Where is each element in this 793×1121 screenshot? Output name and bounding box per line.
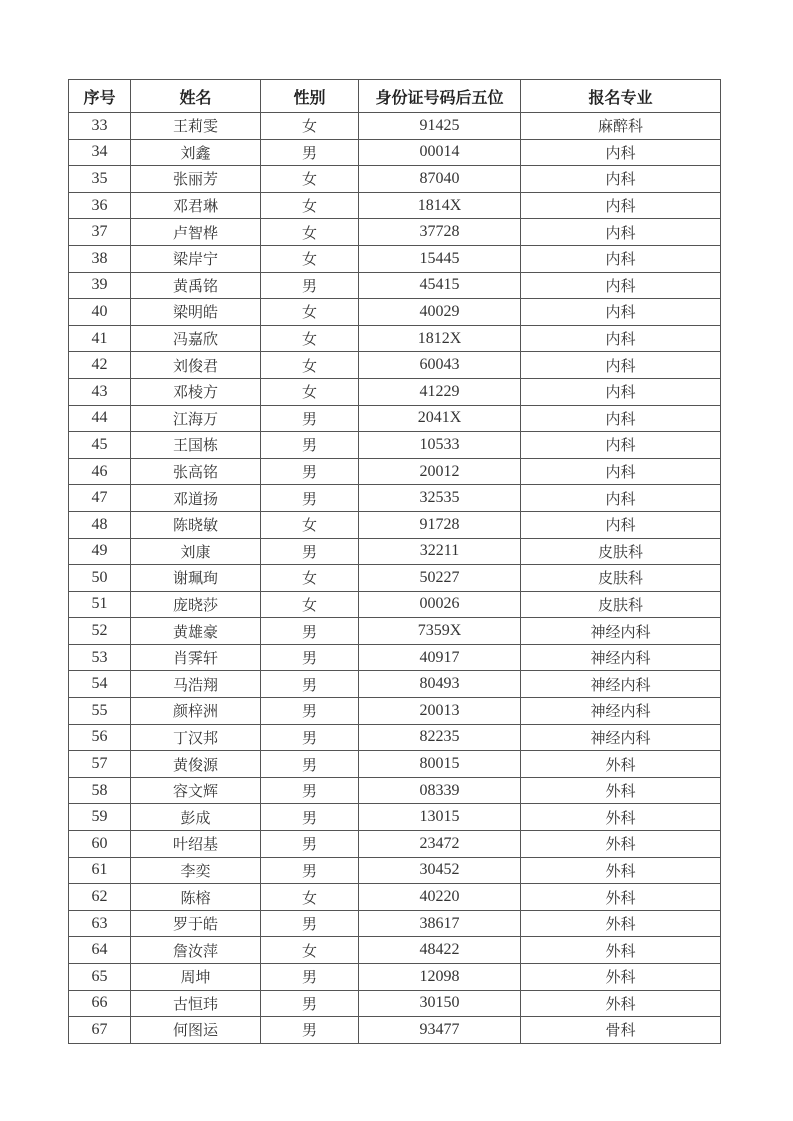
cell-index: 58	[69, 777, 131, 804]
cell-name: 梁明皓	[131, 299, 261, 326]
cell-specialty: 内科	[521, 299, 721, 326]
table-row	[69, 937, 721, 964]
table-row	[69, 565, 721, 592]
table-row	[69, 299, 721, 326]
cell-name: 叶绍基	[131, 831, 261, 858]
table-row	[69, 910, 721, 937]
table-row	[69, 139, 721, 166]
cell-specialty: 外科	[521, 884, 721, 911]
cell-specialty: 外科	[521, 937, 721, 964]
cell-specialty: 神经内科	[521, 618, 721, 645]
cell-gender: 女	[261, 219, 359, 246]
cell-name: 陈晓敏	[131, 511, 261, 538]
cell-name: 黄雄豪	[131, 618, 261, 645]
cell-index: 55	[69, 698, 131, 725]
cell-specialty: 外科	[521, 910, 721, 937]
cell-specialty: 内科	[521, 192, 721, 219]
cell-name: 刘俊君	[131, 352, 261, 379]
cell-id-suffix: 93477	[359, 1017, 521, 1044]
cell-specialty: 皮肤科	[521, 538, 721, 565]
table-row	[69, 485, 721, 512]
cell-id-suffix: 60043	[359, 352, 521, 379]
header-gender: 性别	[261, 80, 359, 113]
cell-name: 容文辉	[131, 777, 261, 804]
cell-index: 41	[69, 325, 131, 352]
cell-name: 黄俊源	[131, 751, 261, 778]
cell-specialty: 神经内科	[521, 724, 721, 751]
table-row	[69, 671, 721, 698]
table-row	[69, 219, 721, 246]
cell-name: 梁岸宁	[131, 245, 261, 272]
cell-id-suffix: 20012	[359, 458, 521, 485]
cell-index: 33	[69, 113, 131, 140]
cell-specialty: 麻醉科	[521, 113, 721, 140]
cell-name: 罗于皓	[131, 910, 261, 937]
cell-index: 35	[69, 166, 131, 193]
cell-index: 54	[69, 671, 131, 698]
cell-name: 古恒玮	[131, 990, 261, 1017]
cell-gender: 女	[261, 378, 359, 405]
header-index: 序号	[69, 80, 131, 113]
table-row	[69, 644, 721, 671]
table-row	[69, 272, 721, 299]
table-row	[69, 964, 721, 991]
cell-gender: 男	[261, 671, 359, 698]
table-row	[69, 538, 721, 565]
cell-id-suffix: 91728	[359, 511, 521, 538]
cell-name: 王莉雯	[131, 113, 261, 140]
cell-index: 61	[69, 857, 131, 884]
cell-id-suffix: 1812X	[359, 325, 521, 352]
table-row	[69, 618, 721, 645]
cell-id-suffix: 48422	[359, 937, 521, 964]
cell-index: 45	[69, 432, 131, 459]
cell-specialty: 内科	[521, 378, 721, 405]
cell-name: 詹汝萍	[131, 937, 261, 964]
cell-specialty: 外科	[521, 990, 721, 1017]
cell-index: 38	[69, 245, 131, 272]
cell-specialty: 外科	[521, 964, 721, 991]
cell-specialty: 皮肤科	[521, 591, 721, 618]
cell-name: 江海万	[131, 405, 261, 432]
cell-index: 44	[69, 405, 131, 432]
table-row	[69, 405, 721, 432]
cell-id-suffix: 30452	[359, 857, 521, 884]
cell-index: 34	[69, 139, 131, 166]
cell-id-suffix: 13015	[359, 804, 521, 831]
table-row	[69, 511, 721, 538]
cell-id-suffix: 82235	[359, 724, 521, 751]
cell-specialty: 内科	[521, 352, 721, 379]
table-row	[69, 113, 721, 140]
cell-id-suffix: 15445	[359, 245, 521, 272]
cell-index: 43	[69, 378, 131, 405]
cell-id-suffix: 80493	[359, 671, 521, 698]
cell-index: 49	[69, 538, 131, 565]
cell-gender: 女	[261, 245, 359, 272]
cell-specialty: 外科	[521, 751, 721, 778]
cell-name: 邓棱方	[131, 378, 261, 405]
table-header-row	[69, 80, 721, 113]
cell-index: 47	[69, 485, 131, 512]
table-row	[69, 458, 721, 485]
cell-name: 张高铭	[131, 458, 261, 485]
cell-name: 邓道扬	[131, 485, 261, 512]
cell-id-suffix: 87040	[359, 166, 521, 193]
cell-specialty: 内科	[521, 219, 721, 246]
table-row	[69, 724, 721, 751]
cell-gender: 女	[261, 113, 359, 140]
cell-name: 何图运	[131, 1017, 261, 1044]
table-row	[69, 378, 721, 405]
cell-id-suffix: 7359X	[359, 618, 521, 645]
cell-name: 庞晓莎	[131, 591, 261, 618]
cell-index: 56	[69, 724, 131, 751]
cell-gender: 女	[261, 192, 359, 219]
cell-name: 谢珮珣	[131, 565, 261, 592]
cell-gender: 男	[261, 990, 359, 1017]
cell-name: 张丽芳	[131, 166, 261, 193]
cell-id-suffix: 12098	[359, 964, 521, 991]
cell-index: 51	[69, 591, 131, 618]
cell-gender: 男	[261, 485, 359, 512]
cell-id-suffix: 40220	[359, 884, 521, 911]
table-row	[69, 698, 721, 725]
cell-specialty: 内科	[521, 485, 721, 512]
cell-id-suffix: 41229	[359, 378, 521, 405]
cell-specialty: 外科	[521, 831, 721, 858]
cell-id-suffix: 37728	[359, 219, 521, 246]
cell-specialty: 内科	[521, 405, 721, 432]
table-row	[69, 325, 721, 352]
cell-gender: 男	[261, 777, 359, 804]
table-body	[69, 113, 721, 1044]
cell-specialty: 内科	[521, 458, 721, 485]
cell-index: 37	[69, 219, 131, 246]
cell-gender: 男	[261, 910, 359, 937]
cell-index: 40	[69, 299, 131, 326]
cell-specialty: 内科	[521, 432, 721, 459]
cell-gender: 男	[261, 432, 359, 459]
cell-specialty: 内科	[521, 245, 721, 272]
cell-gender: 男	[261, 139, 359, 166]
cell-gender: 女	[261, 884, 359, 911]
table-row	[69, 884, 721, 911]
cell-gender: 男	[261, 804, 359, 831]
cell-specialty: 神经内科	[521, 698, 721, 725]
cell-gender: 女	[261, 325, 359, 352]
cell-specialty: 外科	[521, 777, 721, 804]
cell-gender: 女	[261, 591, 359, 618]
cell-index: 39	[69, 272, 131, 299]
cell-index: 60	[69, 831, 131, 858]
cell-id-suffix: 10533	[359, 432, 521, 459]
cell-specialty: 神经内科	[521, 671, 721, 698]
cell-name: 肖霁轩	[131, 644, 261, 671]
cell-id-suffix: 50227	[359, 565, 521, 592]
cell-id-suffix: 40917	[359, 644, 521, 671]
cell-id-suffix: 38617	[359, 910, 521, 937]
cell-name: 马浩翔	[131, 671, 261, 698]
table-row	[69, 245, 721, 272]
cell-gender: 男	[261, 724, 359, 751]
cell-specialty: 内科	[521, 139, 721, 166]
cell-id-suffix: 23472	[359, 831, 521, 858]
cell-gender: 男	[261, 831, 359, 858]
cell-name: 陈榕	[131, 884, 261, 911]
table-row	[69, 990, 721, 1017]
cell-index: 50	[69, 565, 131, 592]
header-specialty: 报名专业	[521, 80, 721, 113]
cell-name: 邓君琳	[131, 192, 261, 219]
cell-index: 65	[69, 964, 131, 991]
cell-index: 46	[69, 458, 131, 485]
applicant-table	[68, 79, 721, 1044]
cell-index: 52	[69, 618, 131, 645]
cell-name: 周坤	[131, 964, 261, 991]
header-id-suffix: 身份证号码后五位	[359, 80, 521, 113]
table-row	[69, 192, 721, 219]
cell-id-suffix: 91425	[359, 113, 521, 140]
cell-name: 卢智桦	[131, 219, 261, 246]
cell-gender: 女	[261, 352, 359, 379]
cell-id-suffix: 30150	[359, 990, 521, 1017]
cell-name: 刘鑫	[131, 139, 261, 166]
cell-gender: 男	[261, 698, 359, 725]
cell-specialty: 骨科	[521, 1017, 721, 1044]
cell-gender: 男	[261, 1017, 359, 1044]
cell-specialty: 皮肤科	[521, 565, 721, 592]
cell-id-suffix: 2041X	[359, 405, 521, 432]
cell-index: 53	[69, 644, 131, 671]
cell-gender: 女	[261, 565, 359, 592]
cell-id-suffix: 32211	[359, 538, 521, 565]
table-row	[69, 777, 721, 804]
cell-id-suffix: 00026	[359, 591, 521, 618]
cell-id-suffix: 1814X	[359, 192, 521, 219]
table-row	[69, 352, 721, 379]
cell-name: 刘康	[131, 538, 261, 565]
cell-id-suffix: 32535	[359, 485, 521, 512]
table-row	[69, 804, 721, 831]
cell-gender: 男	[261, 618, 359, 645]
table-row	[69, 831, 721, 858]
cell-index: 57	[69, 751, 131, 778]
cell-specialty: 外科	[521, 857, 721, 884]
cell-index: 63	[69, 910, 131, 937]
cell-index: 64	[69, 937, 131, 964]
cell-index: 66	[69, 990, 131, 1017]
cell-gender: 男	[261, 857, 359, 884]
cell-gender: 男	[261, 538, 359, 565]
cell-specialty: 内科	[521, 325, 721, 352]
table-row	[69, 591, 721, 618]
cell-index: 62	[69, 884, 131, 911]
table-row	[69, 432, 721, 459]
cell-id-suffix: 00014	[359, 139, 521, 166]
cell-id-suffix: 45415	[359, 272, 521, 299]
cell-gender: 女	[261, 166, 359, 193]
cell-name: 李奕	[131, 857, 261, 884]
cell-specialty: 内科	[521, 511, 721, 538]
cell-id-suffix: 08339	[359, 777, 521, 804]
cell-gender: 女	[261, 299, 359, 326]
cell-gender: 男	[261, 405, 359, 432]
cell-id-suffix: 40029	[359, 299, 521, 326]
table-row	[69, 1017, 721, 1044]
cell-name: 黄禹铭	[131, 272, 261, 299]
cell-name: 冯嘉欣	[131, 325, 261, 352]
cell-id-suffix: 20013	[359, 698, 521, 725]
cell-index: 59	[69, 804, 131, 831]
cell-gender: 男	[261, 458, 359, 485]
cell-specialty: 内科	[521, 166, 721, 193]
header-name: 姓名	[131, 80, 261, 113]
cell-gender: 女	[261, 937, 359, 964]
cell-name: 颜梓洲	[131, 698, 261, 725]
cell-gender: 男	[261, 272, 359, 299]
cell-index: 67	[69, 1017, 131, 1044]
table-row	[69, 166, 721, 193]
cell-specialty: 神经内科	[521, 644, 721, 671]
cell-gender: 男	[261, 751, 359, 778]
table-row	[69, 751, 721, 778]
cell-id-suffix: 80015	[359, 751, 521, 778]
cell-index: 42	[69, 352, 131, 379]
cell-specialty: 外科	[521, 804, 721, 831]
cell-index: 48	[69, 511, 131, 538]
cell-specialty: 内科	[521, 272, 721, 299]
cell-gender: 女	[261, 511, 359, 538]
cell-name: 彭成	[131, 804, 261, 831]
cell-gender: 男	[261, 644, 359, 671]
table-row	[69, 857, 721, 884]
cell-index: 36	[69, 192, 131, 219]
cell-gender: 男	[261, 964, 359, 991]
cell-name: 丁汉邦	[131, 724, 261, 751]
cell-name: 王国栋	[131, 432, 261, 459]
